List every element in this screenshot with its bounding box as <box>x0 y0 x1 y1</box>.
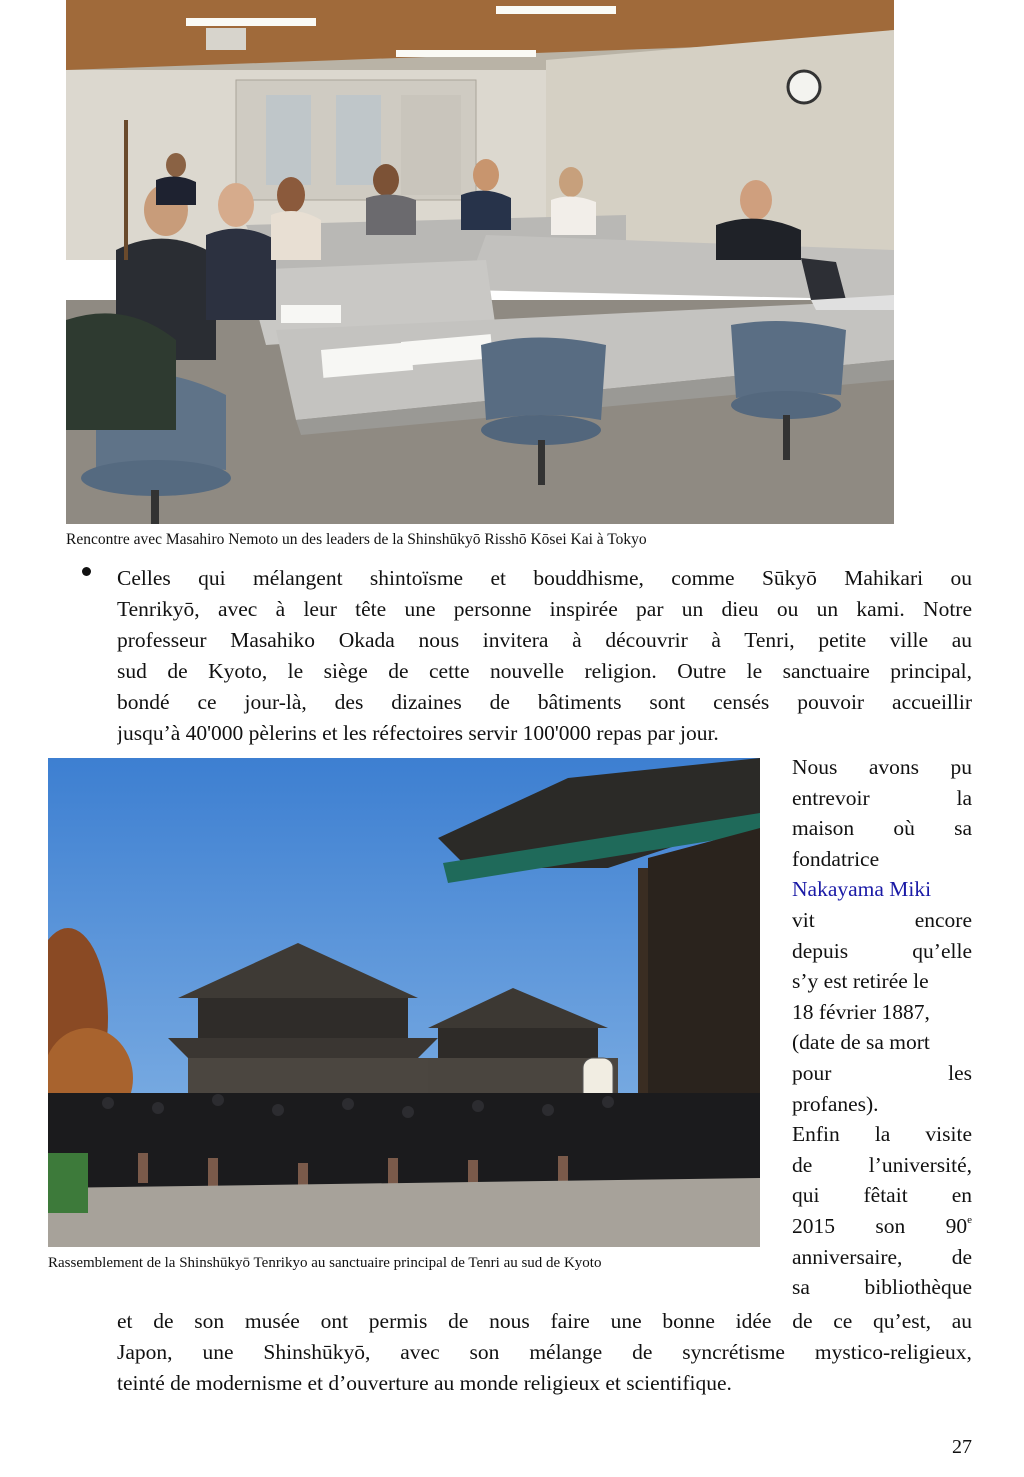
text-line: sud de Kyoto, le siège de cette nouvelle religion. Outre le sanctuaire principal, <box>117 659 972 683</box>
temple-photo <box>48 758 760 1247</box>
text-line <box>792 1272 972 1303</box>
word: Shinshūkyō, <box>263 1340 371 1364</box>
word: de <box>632 1340 653 1364</box>
text-line: teinté de modernisme et d’ouverture au monde religieux et scientifique. <box>117 1371 732 1395</box>
word: Enfin <box>792 1122 840 1147</box>
word: de <box>448 1309 469 1333</box>
word: vit <box>792 907 815 932</box>
text-line <box>117 1337 972 1368</box>
word: qu’est, <box>873 1309 931 1333</box>
text-line <box>792 874 972 905</box>
word: au <box>951 1309 972 1333</box>
nakayama-miki-link[interactable]: Nakayama Miki <box>792 877 932 902</box>
word: depuis <box>792 938 849 963</box>
word: ce <box>833 1309 853 1333</box>
word: faire <box>550 1309 590 1333</box>
text-line <box>792 783 972 814</box>
text-line: s’y est retirée le <box>792 969 929 994</box>
word: la <box>874 1122 891 1147</box>
text-line <box>792 752 972 783</box>
word: bonne <box>662 1309 715 1333</box>
word: sa <box>792 1275 810 1300</box>
word: nous <box>489 1309 530 1333</box>
word: la <box>956 785 972 810</box>
text-line <box>792 1242 972 1273</box>
text-line <box>117 1306 972 1337</box>
word: et <box>117 1309 133 1333</box>
word: l’université, <box>868 1152 972 1177</box>
text-line: bondé ce jour-là, des dizaines de bâtiments sont censés pouvoir accueillir <box>117 690 972 714</box>
word: qui <box>792 1183 820 1208</box>
text-line: jusqu’à 40'000 pèlerins et les réfectoires servir 100'000 repas par jour. <box>117 721 719 745</box>
word: 2015 <box>792 1213 835 1238</box>
ordinal <box>946 1211 972 1242</box>
text-line <box>792 1150 972 1181</box>
word: qu’elle <box>912 938 972 963</box>
text-line <box>792 905 972 936</box>
text-line <box>792 1119 972 1150</box>
text-line: profanes). <box>792 1091 879 1116</box>
side-column-text <box>792 752 972 1303</box>
word: avons <box>868 755 920 779</box>
word: en <box>951 1183 972 1208</box>
word: visite <box>925 1122 972 1147</box>
word: mélange <box>529 1340 603 1364</box>
word: pu <box>950 755 972 779</box>
text-line <box>792 1058 972 1089</box>
word: de <box>153 1309 174 1333</box>
word: de <box>792 1309 813 1333</box>
text-line: professeur Masahiko Okada nous invitera à découvrir à Tenri, petite ville au <box>117 628 972 652</box>
word: anniversaire, <box>792 1244 903 1269</box>
word: son <box>469 1340 500 1364</box>
word: une <box>202 1340 234 1364</box>
word: maison <box>792 816 855 841</box>
word: Japon, <box>117 1340 173 1364</box>
text-line: Celles qui mélangent shintoïsme et bouddhisme, comme Sūkyō Mahikari ou <box>117 566 972 590</box>
number: 90 <box>945 1213 968 1238</box>
word: où <box>893 816 915 841</box>
final-paragraph <box>117 1306 972 1399</box>
word: syncrétisme <box>682 1340 785 1364</box>
word: musée <box>244 1309 300 1333</box>
page-number: 27 <box>952 1436 972 1458</box>
word: sa <box>954 816 972 841</box>
meeting-photo <box>66 0 894 524</box>
word: avec <box>400 1340 440 1364</box>
text-line: fondatrice <box>792 846 880 871</box>
text-line <box>792 1180 972 1211</box>
text-line <box>792 1211 972 1242</box>
word: Nous <box>792 755 838 779</box>
text-line: (date de sa mort <box>792 1030 930 1055</box>
word: pour <box>792 1060 832 1085</box>
superscript: e <box>967 1213 972 1226</box>
word: une <box>610 1309 642 1333</box>
bullet-paragraph <box>117 563 972 749</box>
text-line: Tenrikyō, avec à leur tête une personne inspirée par un dieu ou un kami. Notre <box>117 597 972 621</box>
word: entrevoir <box>792 785 870 810</box>
text-line <box>792 813 972 844</box>
text-line: 18 février 1887, <box>792 999 930 1024</box>
word: son <box>875 1213 906 1238</box>
word: permis <box>368 1309 428 1333</box>
figure-caption: Rassemblement de la Shinshūkyō Tenrikyo au sanctuaire principal de Tenri au sud de Kyoto <box>48 1255 602 1271</box>
bullet-marker <box>82 567 91 576</box>
word: mystico-religieux, <box>814 1340 972 1364</box>
word: bibliothèque <box>864 1275 972 1300</box>
figure-caption: Rencontre avec Masahiro Nemoto un des leaders de la Shinshūkyō Risshō Kōsei Kai à Tokyo <box>66 531 647 548</box>
word: idée <box>735 1309 772 1333</box>
word: les <box>948 1060 972 1085</box>
word: de <box>792 1152 813 1177</box>
word: ont <box>320 1309 349 1333</box>
word: encore <box>914 907 972 932</box>
word: fêtait <box>863 1183 908 1208</box>
word: de <box>951 1244 972 1269</box>
word: son <box>194 1309 225 1333</box>
text-line <box>792 936 972 967</box>
